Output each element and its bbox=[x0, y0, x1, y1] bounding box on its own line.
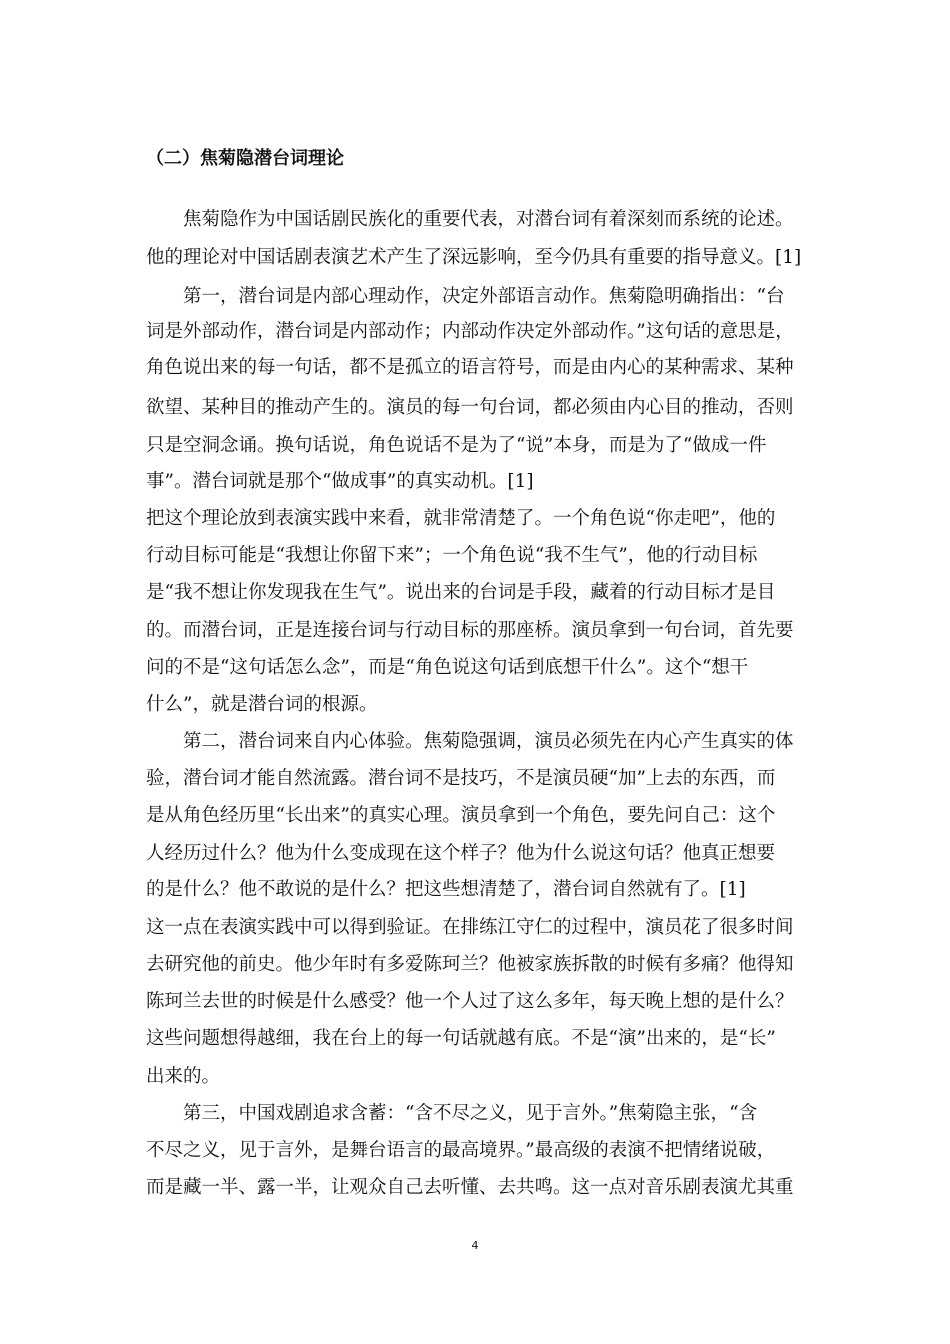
body-line: 陈珂兰去世的时候是什么感受？他一个人过了这么多年，每天晚上想的是什么？ bbox=[146, 991, 794, 1012]
body-line: 把这个理论放到表演实践中来看，就非常清楚了。一个角色说“你走吧”，他的 bbox=[146, 508, 776, 529]
section-heading: （二）焦菊隐潜台词理论 bbox=[146, 148, 344, 169]
body-line: 第二，潜台词来自内心体验。焦菊隐强调，演员必须先在内心产生真实的体 bbox=[146, 731, 794, 752]
body-line: 焦菊隐作为中国话剧民族化的重要代表，对潜台词有着深刻而系统的论述。 bbox=[146, 209, 794, 230]
page-number: 4 bbox=[471, 1239, 479, 1252]
body-line: 欲望、某种目的推动产生的。演员的每一句台词，都必须由内心目的推动，否则 bbox=[146, 397, 794, 418]
body-line: 第一，潜台词是内部心理动作，决定外部语言动作。焦菊隐明确指出：“台 bbox=[146, 286, 785, 307]
body-line: 的。而潜台词，正是连接台词与行动目标的那座桥。演员拿到一句台词，首先要 bbox=[146, 620, 794, 641]
body-line: 事”。潜台词就是那个“做成事”的真实动机。[1] bbox=[146, 471, 534, 492]
body-line: 而是藏一半、露一半，让观众自己去听懂、去共鸣。这一点对音乐剧表演尤其重 bbox=[146, 1177, 794, 1198]
body-line: 第三，中国戏剧追求含蓄：“含不尽之义，见于言外。”焦菊隐主张，“含 bbox=[146, 1103, 758, 1124]
body-line: 这些问题想得越细，我在台上的每一句话就越有底。不是“演”出来的，是“长” bbox=[146, 1028, 776, 1049]
body-line: 出来的。 bbox=[146, 1066, 221, 1087]
body-line: 去研究他的前史。他少年时有多爱陈珂兰？他被家族拆散的时候有多痛？他得知 bbox=[146, 954, 794, 975]
body-line: 验，潜台词才能自然流露。潜台词不是技巧，不是演员硬“加”上去的东西，而 bbox=[146, 768, 776, 789]
body-line: 行动目标可能是“我想让你留下来”；一个角色说“我不生气”，他的行动目标 bbox=[146, 545, 758, 566]
body-line: 这一点在表演实践中可以得到验证。在排练江守仁的过程中，演员花了很多时间 bbox=[146, 917, 794, 938]
body-line: 他的理论对中国话剧表演艺术产生了深远影响，至今仍具有重要的指导意义。[1] bbox=[146, 247, 802, 268]
body-line: 角色说出来的每一句话，都不是孤立的语言符号，而是由内心的某种需求、某种 bbox=[146, 357, 794, 378]
body-line: 是从角色经历里“长出来”的真实心理。演员拿到一个角色，要先问自己：这个 bbox=[146, 805, 776, 826]
body-line: 不尽之义，见于言外，是舞台语言的最高境界。”最高级的表演不把情绪说破， bbox=[146, 1140, 776, 1161]
body-line: 什么”，就是潜台词的根源。 bbox=[146, 694, 378, 715]
body-line: 问的不是“这句话怎么念”，而是“角色说这句话到底想干什么”。这个“想干 bbox=[146, 657, 749, 678]
body-line: 只是空洞念诵。换句话说，角色说话不是为了“说”本身，而是为了“做成一件 bbox=[146, 435, 767, 456]
body-line: 的是什么？他不敢说的是什么？把这些想清楚了，潜台词自然就有了。[1] bbox=[146, 879, 746, 900]
body-line: 人经历过什么？他为什么变成现在这个样子？他为什么说这句话？他真正想要 bbox=[146, 843, 776, 864]
body-line: 是“我不想让你发现我在生气”。说出来的台词是手段，藏着的行动目标才是目 bbox=[146, 582, 776, 603]
body-line: 词是外部动作，潜台词是内部动作；内部动作决定外部动作。”这句话的意思是， bbox=[146, 321, 794, 342]
